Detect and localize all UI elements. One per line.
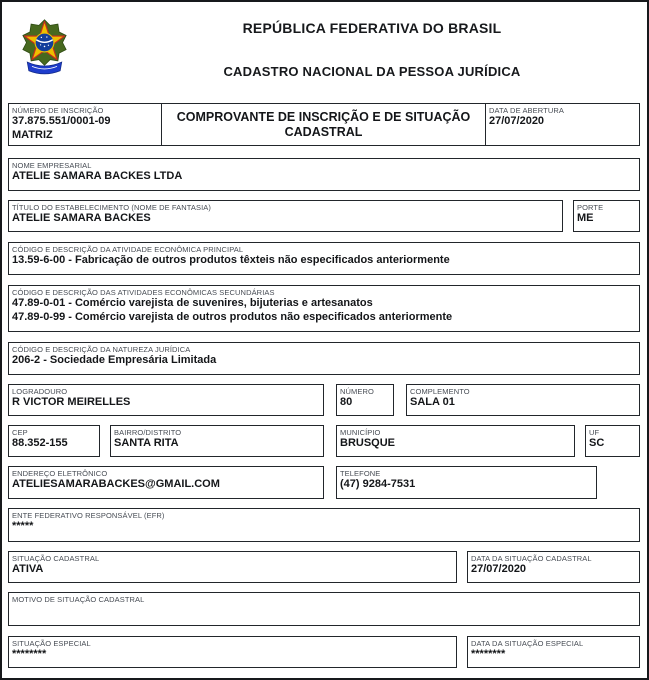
field-value: 88.352-155 [12, 437, 68, 449]
field-porte [573, 200, 640, 232]
field-label: SITUAÇÃO ESPECIAL [12, 639, 91, 648]
field-ente-federativo-responsavel [8, 508, 640, 542]
field-telefone [336, 466, 597, 499]
field-situacao-especial [8, 636, 457, 668]
field-situacao-cadastral [8, 551, 457, 583]
field-label: SITUAÇÃO CADASTRAL [12, 554, 100, 563]
field-value: ***** [12, 520, 34, 532]
field-label: ENTE FEDERATIVO RESPONSÁVEL (EFR) [12, 511, 165, 520]
header-registry-title: CADASTRO NACIONAL DA PESSOA JURÍDICA [223, 64, 521, 79]
field-label: NÚMERO DE INSCRIÇÃO [12, 106, 104, 115]
field-label: PORTE [577, 203, 604, 212]
field-label: NOME EMPRESARIAL [12, 161, 92, 170]
field-label: CÓDIGO E DESCRIÇÃO DA ATIVIDADE ECONÔMICA PRINCIPAL [12, 245, 244, 254]
field-label: UF [589, 428, 600, 437]
field-value: SC [589, 437, 605, 449]
field-value: 13.59-6-00 - Fabricação de outros produtos têxteis não especificados anteriormente [12, 254, 450, 266]
field-value: ATELIE SAMARA BACKES LTDA [12, 170, 183, 182]
field-complemento [406, 384, 640, 416]
field-value: 27/07/2020 [489, 115, 545, 127]
field-label: DATA DA SITUAÇÃO CADASTRAL [471, 554, 592, 563]
field-label: NÚMERO [340, 387, 374, 396]
field-value: 27/07/2020 [471, 563, 527, 575]
field-row-inscricao [8, 103, 640, 146]
field-data-de-abertura [486, 104, 639, 145]
field-value: ******** [471, 648, 506, 660]
field-value: ME [577, 212, 594, 224]
field-value: ATELIE SAMARA BACKES [12, 212, 151, 224]
field-atividade-principal [8, 242, 640, 275]
field-label: COMPLEMENTO [410, 387, 470, 396]
field-value: SANTA RITA [114, 437, 179, 449]
field-titulo-estabelecimento [8, 200, 563, 232]
field-numero-de-inscricao [9, 104, 161, 145]
field-value: ******** [12, 648, 47, 660]
field-label: MUNICÍPIO [340, 428, 381, 437]
field-uf [585, 425, 640, 457]
field-atividades-secundarias [8, 285, 640, 332]
field-label: TELEFONE [340, 469, 381, 478]
field-label: CEP [12, 428, 28, 437]
field-value: BRUSQUE [340, 437, 396, 449]
field-label: ENDEREÇO ELETRÔNICO [12, 469, 108, 478]
brazil-coat-of-arms-icon [21, 19, 68, 77]
field-value: SALA 01 [410, 396, 455, 408]
field-value: ATIVA [12, 563, 44, 575]
field-value: R VICTOR MEIRELLES [12, 396, 131, 408]
field-value: 47.89-0-01 - Comércio varejista de suvenires, bijuterias e artesanatos [12, 297, 373, 309]
field-value: ATELIESAMARABACKES@GMAIL.COM [12, 478, 220, 490]
field-logradouro [8, 384, 324, 416]
field-label: DATA DE ABERTURA [489, 106, 564, 115]
field-nome-empresarial [8, 158, 640, 191]
field-label: CÓDIGO E DESCRIÇÃO DAS ATIVIDADES ECONÔMICAS SECUNDÁRIAS [12, 288, 275, 297]
field-value: 206-2 - Sociedade Empresária Limitada [12, 354, 217, 366]
document-title: COMPROVANTE DE INSCRIÇÃO E DE SITUAÇÃO CADASTRAL [161, 104, 486, 145]
field-value: 37.875.551/0001-09 [12, 115, 111, 127]
field-endereco-eletronico [8, 466, 324, 499]
field-natureza-juridica [8, 342, 640, 375]
field-numero [336, 384, 394, 416]
field-label: LOGRADOURO [12, 387, 68, 396]
field-municipio [336, 425, 575, 457]
field-value-tipo: MATRIZ [12, 128, 53, 141]
field-value: (47) 9284-7531 [340, 478, 416, 490]
field-label: MOTIVO DE SITUAÇÃO CADASTRAL [12, 595, 145, 604]
field-value: 47.89-0-99 - Comércio varejista de outros produtos não especificados anteriormente [12, 310, 453, 323]
field-bairro-distrito [110, 425, 324, 457]
field-label: TÍTULO DO ESTABELECIMENTO (NOME DE FANTASIA) [12, 203, 212, 212]
field-label: BAIRRO/DISTRITO [114, 428, 182, 437]
field-data-situacao-cadastral [467, 551, 640, 583]
field-cep [8, 425, 100, 457]
field-motivo-situacao-cadastral [8, 592, 640, 626]
field-data-situacao-especial [467, 636, 640, 668]
header-country-title: REPÚBLICA FEDERATIVA DO BRASIL [242, 20, 502, 36]
field-value: 80 [340, 396, 353, 408]
field-label: CÓDIGO E DESCRIÇÃO DA NATUREZA JURÍDICA [12, 345, 191, 354]
field-label: DATA DA SITUAÇÃO ESPECIAL [471, 639, 584, 648]
